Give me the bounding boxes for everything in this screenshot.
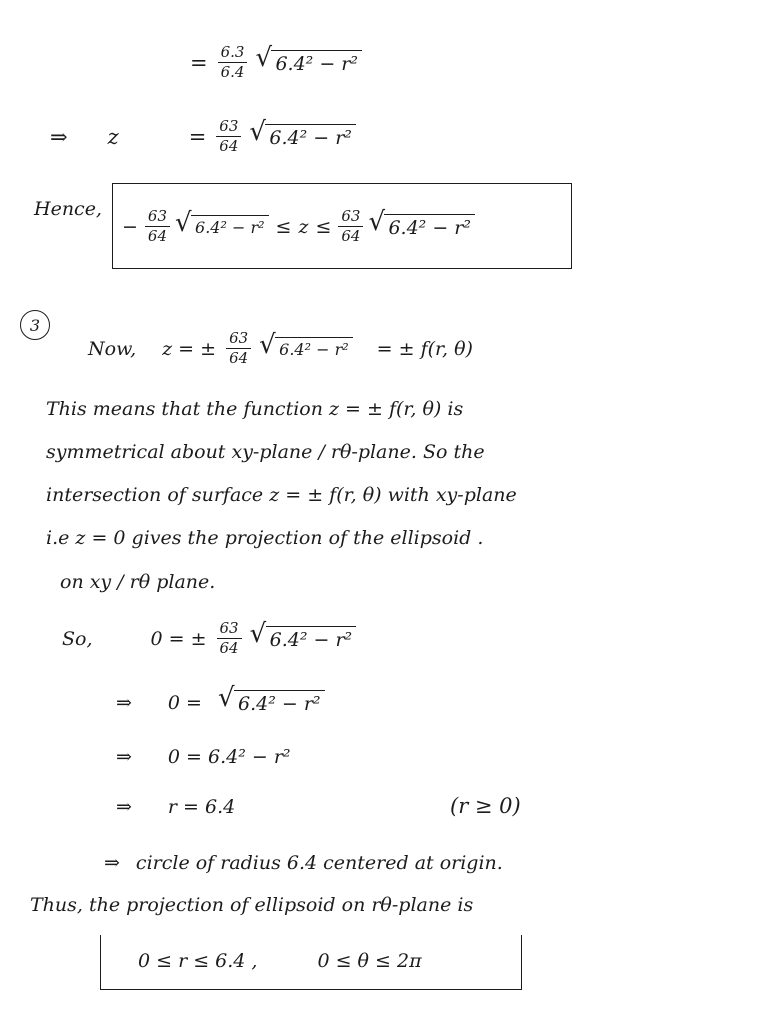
final-r-range: 0 ≤ r ≤ 6.4 ,	[138, 950, 258, 972]
square-root	[251, 124, 356, 149]
paragraph-line-4: i.e z = 0 gives the projection of the ellipsoid .	[46, 527, 484, 549]
radicand: 6.4² − r²	[266, 626, 357, 651]
fraction-denominator: 6.4	[220, 63, 245, 81]
circle-statement: circle of radius 6.4 centered at origin.	[135, 852, 503, 874]
implies-arrow: ⇒	[50, 124, 68, 149]
radicand: 6.4² − r²	[265, 124, 356, 149]
fraction-denominator: 64	[219, 137, 239, 155]
step-condition: (r ≥ 0)	[450, 794, 521, 818]
equation-line-2	[50, 118, 356, 155]
implies-arrow: ⇒	[104, 852, 120, 874]
fraction-numerator: 6.3	[220, 43, 245, 61]
minus-sign: −	[122, 215, 138, 238]
radicand: 6.4² − r²	[384, 214, 475, 239]
equation-lhs: 0 = ±	[150, 627, 207, 650]
fraction-denominator: 64	[229, 349, 249, 367]
fraction	[217, 620, 242, 657]
implies-arrow: ⇒	[116, 691, 132, 714]
fraction-numerator: 63	[219, 619, 239, 637]
fraction	[226, 330, 251, 367]
section3-equation	[88, 330, 473, 367]
right-fraction	[338, 208, 363, 245]
radicand: 6.4² − r²	[275, 337, 353, 359]
fraction-numerator: 63	[147, 207, 168, 225]
paragraph-line-5: on xy / rθ plane.	[60, 571, 216, 593]
variable-z: z	[107, 124, 119, 149]
right-square-root	[370, 214, 475, 239]
fraction-denominator: 64	[341, 227, 361, 245]
implies-arrow: ⇒	[116, 796, 132, 818]
fraction-numerator: 63	[229, 329, 249, 347]
fraction-denominator: 64	[219, 639, 239, 657]
equation-lhs: z = ±	[162, 337, 217, 360]
step-lhs: 0 =	[167, 691, 202, 714]
paragraph-line-2: symmetrical about xy-plane / rθ-plane. So the	[46, 441, 485, 463]
square-root	[257, 50, 362, 75]
square-root	[252, 626, 357, 651]
circle-conclusion	[104, 852, 503, 874]
section-number-circle: 3	[20, 310, 50, 340]
radicand: 6.4² − r²	[234, 690, 325, 715]
equation-rhs: = ± f(r, θ)	[376, 337, 473, 360]
less-equal-sign: ≤	[315, 215, 332, 238]
fraction	[216, 118, 241, 155]
step-2	[116, 746, 291, 768]
paragraph-line-1: This means that the function z = ± f(r, θ) is	[46, 398, 464, 420]
so-equation	[62, 620, 356, 657]
step-3	[116, 796, 235, 818]
step-equation: 0 = 6.4² − r²	[167, 746, 291, 768]
equals-sign: =	[188, 124, 207, 149]
fraction	[218, 44, 248, 81]
fraction-numerator: 63	[219, 117, 239, 135]
square-root	[261, 337, 353, 360]
thus-statement: Thus, the projection of ellipsoid on rθ-plane is	[30, 894, 474, 916]
so-label: So,	[62, 627, 93, 650]
square-root	[220, 690, 325, 715]
fraction-denominator: 64	[147, 227, 168, 245]
step-1	[116, 690, 325, 715]
inequality-row	[122, 208, 475, 245]
equals-sign: =	[190, 50, 208, 75]
left-fraction	[145, 208, 170, 245]
now-label: Now,	[88, 337, 137, 360]
final-answer-row	[138, 950, 422, 972]
less-equal-sign: ≤	[275, 215, 292, 238]
radicand: 6.4² − r²	[191, 215, 269, 237]
radicand: 6.4² − r²	[271, 50, 362, 75]
implies-arrow: ⇒	[116, 746, 132, 768]
variable-z: z	[298, 215, 309, 238]
hence-label: Hence,	[34, 198, 102, 220]
fraction-numerator: 63	[341, 207, 361, 225]
step-equation: r = 6.4	[167, 796, 236, 818]
left-square-root	[177, 215, 269, 238]
equation-line-1	[190, 44, 362, 81]
paragraph-line-3: intersection of surface z = ± f(r, θ) with xy-plane	[46, 484, 517, 506]
final-theta-range: 0 ≤ θ ≤ 2π	[317, 950, 422, 972]
